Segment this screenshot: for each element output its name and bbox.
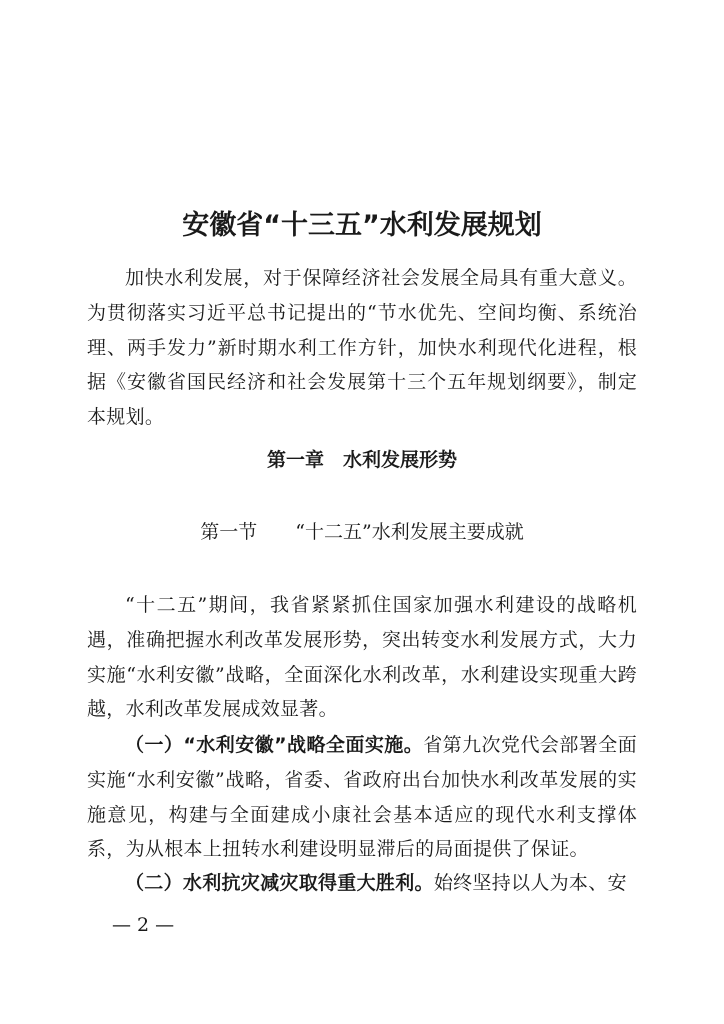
intro-paragraph: 加快水利发展，对于保障经济社会发展全局具有重大意义。为贯彻落实习近平总书记提出的“节水优先、空间均衡、系统治理、两手发力”新时期水利工作方针，加快水利现代化进程，根据《安徽省国民经济和社会发展第十三个五年规划纲要》，制定本规划。 <box>87 267 637 429</box>
item-heading: （二）水利抗灾减灾取得重大胜利。 <box>125 872 434 894</box>
item-body: 省第九次党代会部署全面实施“水利安徽”战略，省委、省政府出台加快水利改革发展的实施意见，构建与全面建成小康社会基本适应的现代水利支撑体系，为从根本上扭转水利建设明显滞后的局面提供了保证。 <box>87 734 637 861</box>
item-paragraph <box>87 728 637 867</box>
page-number: — 2 — <box>112 914 175 936</box>
section-heading <box>0 515 724 549</box>
overview-paragraph: “十二五”期间，我省紧紧抓住国家加强水利建设的战略机遇，准确把握水利改革发展形势，突出转变水利发展方式，大力实施“水利安徽”战略，全面深化水利改革，水利建设实现重大跨越，水利改革发展成效显著。 <box>87 594 637 721</box>
item-body: 始终坚持以人为本、安 <box>433 872 627 894</box>
item-heading: （一）“水利安徽”战略全面实施。 <box>125 734 424 756</box>
chapter-heading <box>0 443 724 477</box>
chapter-title: 水利发展形势 <box>343 449 458 471</box>
item-paragraph <box>87 866 637 904</box>
chapter-number: 第一章 <box>266 449 324 471</box>
section-number: 第一节 <box>200 521 258 543</box>
document-title: 安徽省“十三五”水利发展规划 <box>182 210 542 242</box>
section-title: “十二五”水利发展主要成就 <box>295 521 524 543</box>
